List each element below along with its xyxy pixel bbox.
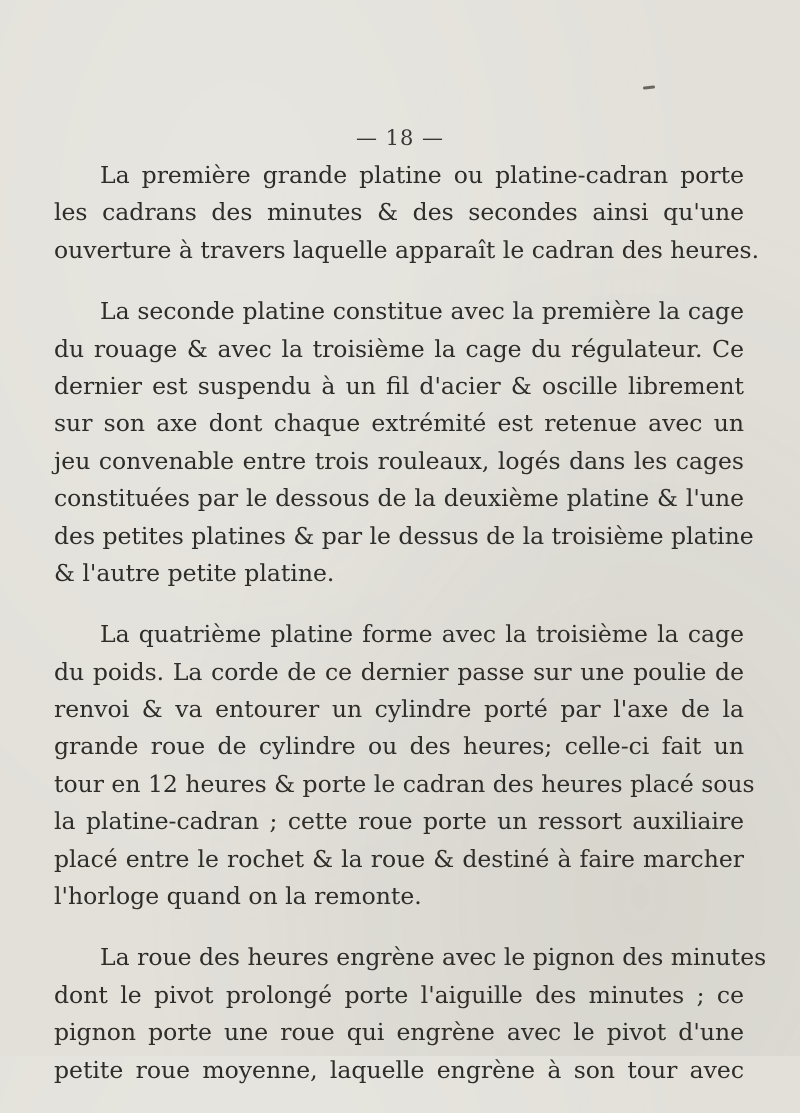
text-line: sur son axe dont chaque extrémité est retenue avec un — [54, 409, 744, 438]
text-line: des petites platines & par le dessus de la troisième platine — [54, 521, 754, 550]
text-line: constituées par le dessous de la deuxième platine & l'une — [54, 484, 744, 513]
text-line: petite roue moyenne, laquelle engrène à son tour avec — [54, 1055, 744, 1084]
paragraph-1 — [54, 157, 760, 269]
ink-speck — [643, 85, 655, 89]
text-line: dont le pivot prolongé porte l'aiguille des minutes ; ce — [54, 980, 744, 1009]
paragraph-2 — [54, 293, 754, 592]
text-line: du rouage & avec la troisième la cage du régulateur. Ce — [54, 334, 744, 363]
text-line: les cadrans des minutes & des secondes ainsi qu'une — [54, 198, 744, 227]
text-line: la platine-cadran ; cette roue porte un ressort auxiliaire — [54, 807, 744, 836]
text-line: La première grande platine ou platine-cadran porte — [100, 161, 744, 189]
body-text — [54, 157, 767, 1113]
text-line: jeu convenable entre trois rouleaux, logés dans les cages — [54, 446, 744, 475]
paragraph-3 — [54, 616, 755, 915]
text-line: ouverture à travers laquelle apparaît le cadran des heures. — [54, 235, 760, 264]
text-line: dernier est suspendu à un fil d'acier & oscille librement — [54, 371, 744, 400]
text-line: l'horloge quand on la remonte. — [54, 882, 422, 911]
text-line: & l'autre petite platine. — [54, 558, 335, 587]
text-line: renvoi & va entourer un cylindre porté par l'axe de la — [54, 695, 744, 724]
text-line: La roue des heures engrène avec le pignon des minutes — [100, 943, 767, 972]
paragraph-4 — [54, 939, 767, 1089]
text-line: placé entre le rochet & la roue & destiné à faire marcher — [54, 844, 744, 873]
text-line: tour en 12 heures & porte le cadran des heures placé sous — [54, 769, 755, 798]
text-line: pignon porte une roue qui engrène avec le pivot d'une — [54, 1018, 744, 1047]
text-line: grande roue de cylindre ou des heures; celle-ci fait un — [54, 732, 744, 761]
text-line: La seconde platine constitue avec la première la cage — [100, 297, 744, 326]
text-line: du poids. La corde de ce dernier passe sur une poulie de — [54, 657, 744, 686]
text-line: La quatrième platine forme avec la troisième la cage — [100, 620, 744, 649]
page-number: — 18 — — [355, 126, 445, 150]
